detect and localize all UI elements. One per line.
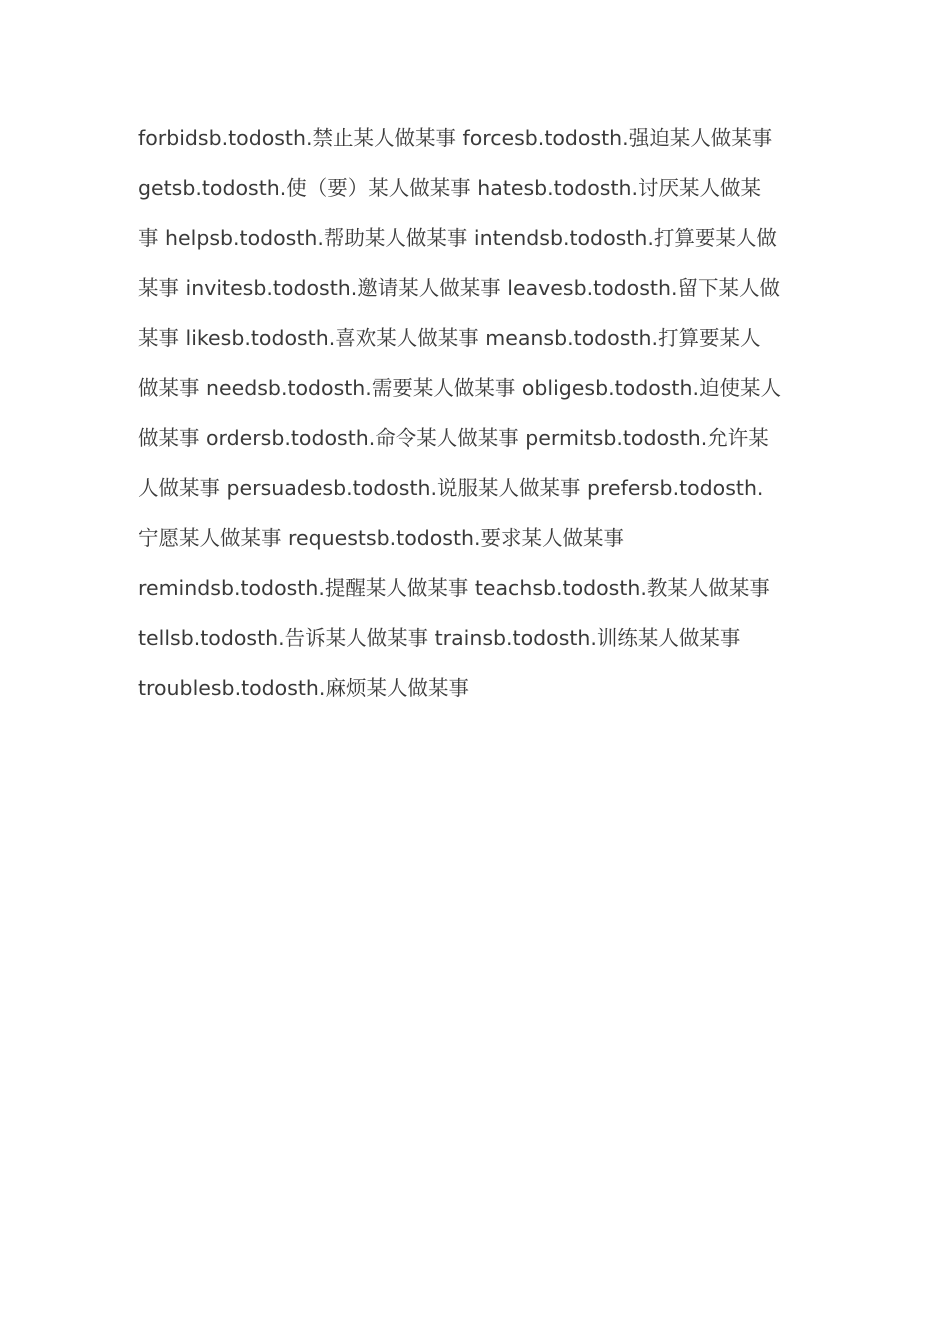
text-line-12: troublesb.todosth.麻烦某人做某事 [138, 676, 469, 700]
text-line-6: 做某事 needsb.todosth.需要某人做某事 obligesb.todosth.迫使某人 [138, 376, 781, 400]
text-line-2: getsb.todosth.使（要）某人做某事 hatesb.todosth.讨厌某人做某 [138, 176, 762, 200]
text-line-4: 某事 invitesb.todosth.邀请某人做某事 leavesb.todosth.留下某人做 [138, 276, 780, 300]
text-line-9: 宁愿某人做某事 requestsb.todosth.要求某人做某事 [138, 526, 625, 550]
text-line-11: tellsb.todosth.告诉某人做某事 trainsb.todosth.训练某人做某事 [138, 626, 741, 650]
text-line-8: 人做某事 persuadesb.todosth.说服某人做某事 prefersb.todosth. [138, 476, 764, 500]
text-line-10: remindsb.todosth.提醒某人做某事 teachsb.todosth.教某人做某事 [138, 576, 770, 600]
text-line-5: 某事 likesb.todosth.喜欢某人做某事 meansb.todosth.打算要某人 [138, 326, 761, 350]
text-line-3: 事 helpsb.todosth.帮助某人做某事 intendsb.todosth.打算要某人做 [138, 226, 777, 250]
text-line-1: forbidsb.todosth.禁止某人做某事 forcesb.todosth.强迫某人做某事 [138, 126, 773, 150]
document-body [138, 113, 828, 713]
text-line-7: 做某事 ordersb.todosth.命令某人做某事 permitsb.todosth.允许某 [138, 426, 769, 450]
